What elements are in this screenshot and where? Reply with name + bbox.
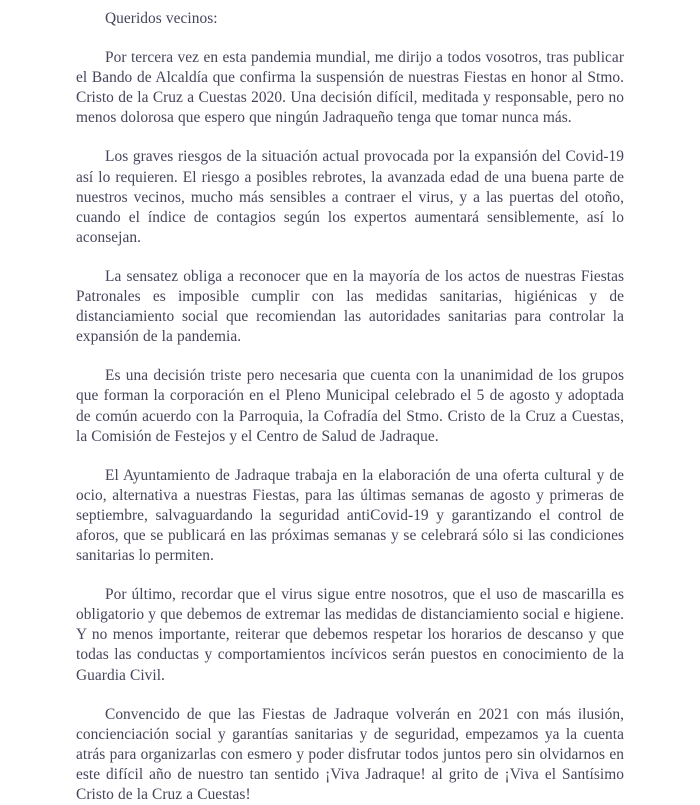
paragraph-6: Por último, recordar que el virus sigue entre nosotros, que el uso de mascarilla es obligatorio y que debemos de extremar las medidas de distanciamiento social e higiene. Y no menos importante, reiterar que debemos respetar los horarios de descanso y que todas las conductas y comportamientos incívicos serán puestos en conocimiento de la Guardia Civil.: [76, 586, 624, 684]
paragraph-5: El Ayuntamiento de Jadraque trabaja en la elaboración de una oferta cultural y de ocio, alternativa a nuestras Fiestas, para las últimas semanas de agosto y primeras de septiembre, salvaguardando la seguridad antiCovid-19 y garantizando el control de aforos, que se publicará en las próximas semanas y se celebrará sólo si las condiciones sanitarias lo permiten.: [76, 466, 624, 565]
paragraph-7: Convencido de que las Fiestas de Jadraque volverán en 2021 con más ilusión, concienciación social y garantías sanitarias y de seguridad, empezamos ya la cuenta atrás para organizarlas con esmero y poder disfrutar todos juntos pero sin olvidarnos en este difícil año de nuestro tan sentido ¡Viva Jadraque! al grito de ¡Viva el Santísimo Cristo de la Cruz a Cuestas!: [76, 705, 624, 803]
letter-body: [76, 9, 624, 805]
paragraph-2: Los graves riesgos de la situación actual provocada por la expansión del Covid-19 así lo requieren. El riesgo a posibles rebrotes, la avanzada edad de una buena parte de nuestros vecinos, mucho más sensibles a contraer el virus, y a las puertas del otoño, cuando el índice de contagios según los expertos aumentará sensiblemente, así lo aconsejan.: [76, 148, 624, 246]
paragraph-1: Por tercera vez en esta pandemia mundial, me dirijo a todos vosotros, tras publicar el Bando de Alcaldía que confirma la suspensión de nuestras Fiestas en honor al Stmo. Cristo de la Cruz a Cuestas 2020. Una decisión difícil, meditada y responsable, pero no menos dolorosa que espero que ningún Jadraqueño tenga que tomar nunca más.: [76, 49, 624, 127]
paragraph-3: La sensatez obliga a reconocer que en la mayoría de los actos de nuestras Fiestas Patronales es imposible cumplir con las medidas sanitarias, higiénicas y de distanciamiento social que recomiendan las autoridades sanitarias para controlar la expansión de la pandemia.: [76, 267, 624, 346]
paragraph-4: Es una decisión triste pero necesaria que cuenta con la unanimidad de los grupos que forman la corporación en el Pleno Municipal celebrado el 5 de agosto y adoptada de común acuerdo con la Parroquia, la Cofradía del Stmo. Cristo de la Cruz a Cuestas, la Comisión de Festejos y el Centro de Salud de Jadraque.: [76, 367, 624, 445]
letter-greeting: Queridos vecinos:: [105, 10, 218, 27]
